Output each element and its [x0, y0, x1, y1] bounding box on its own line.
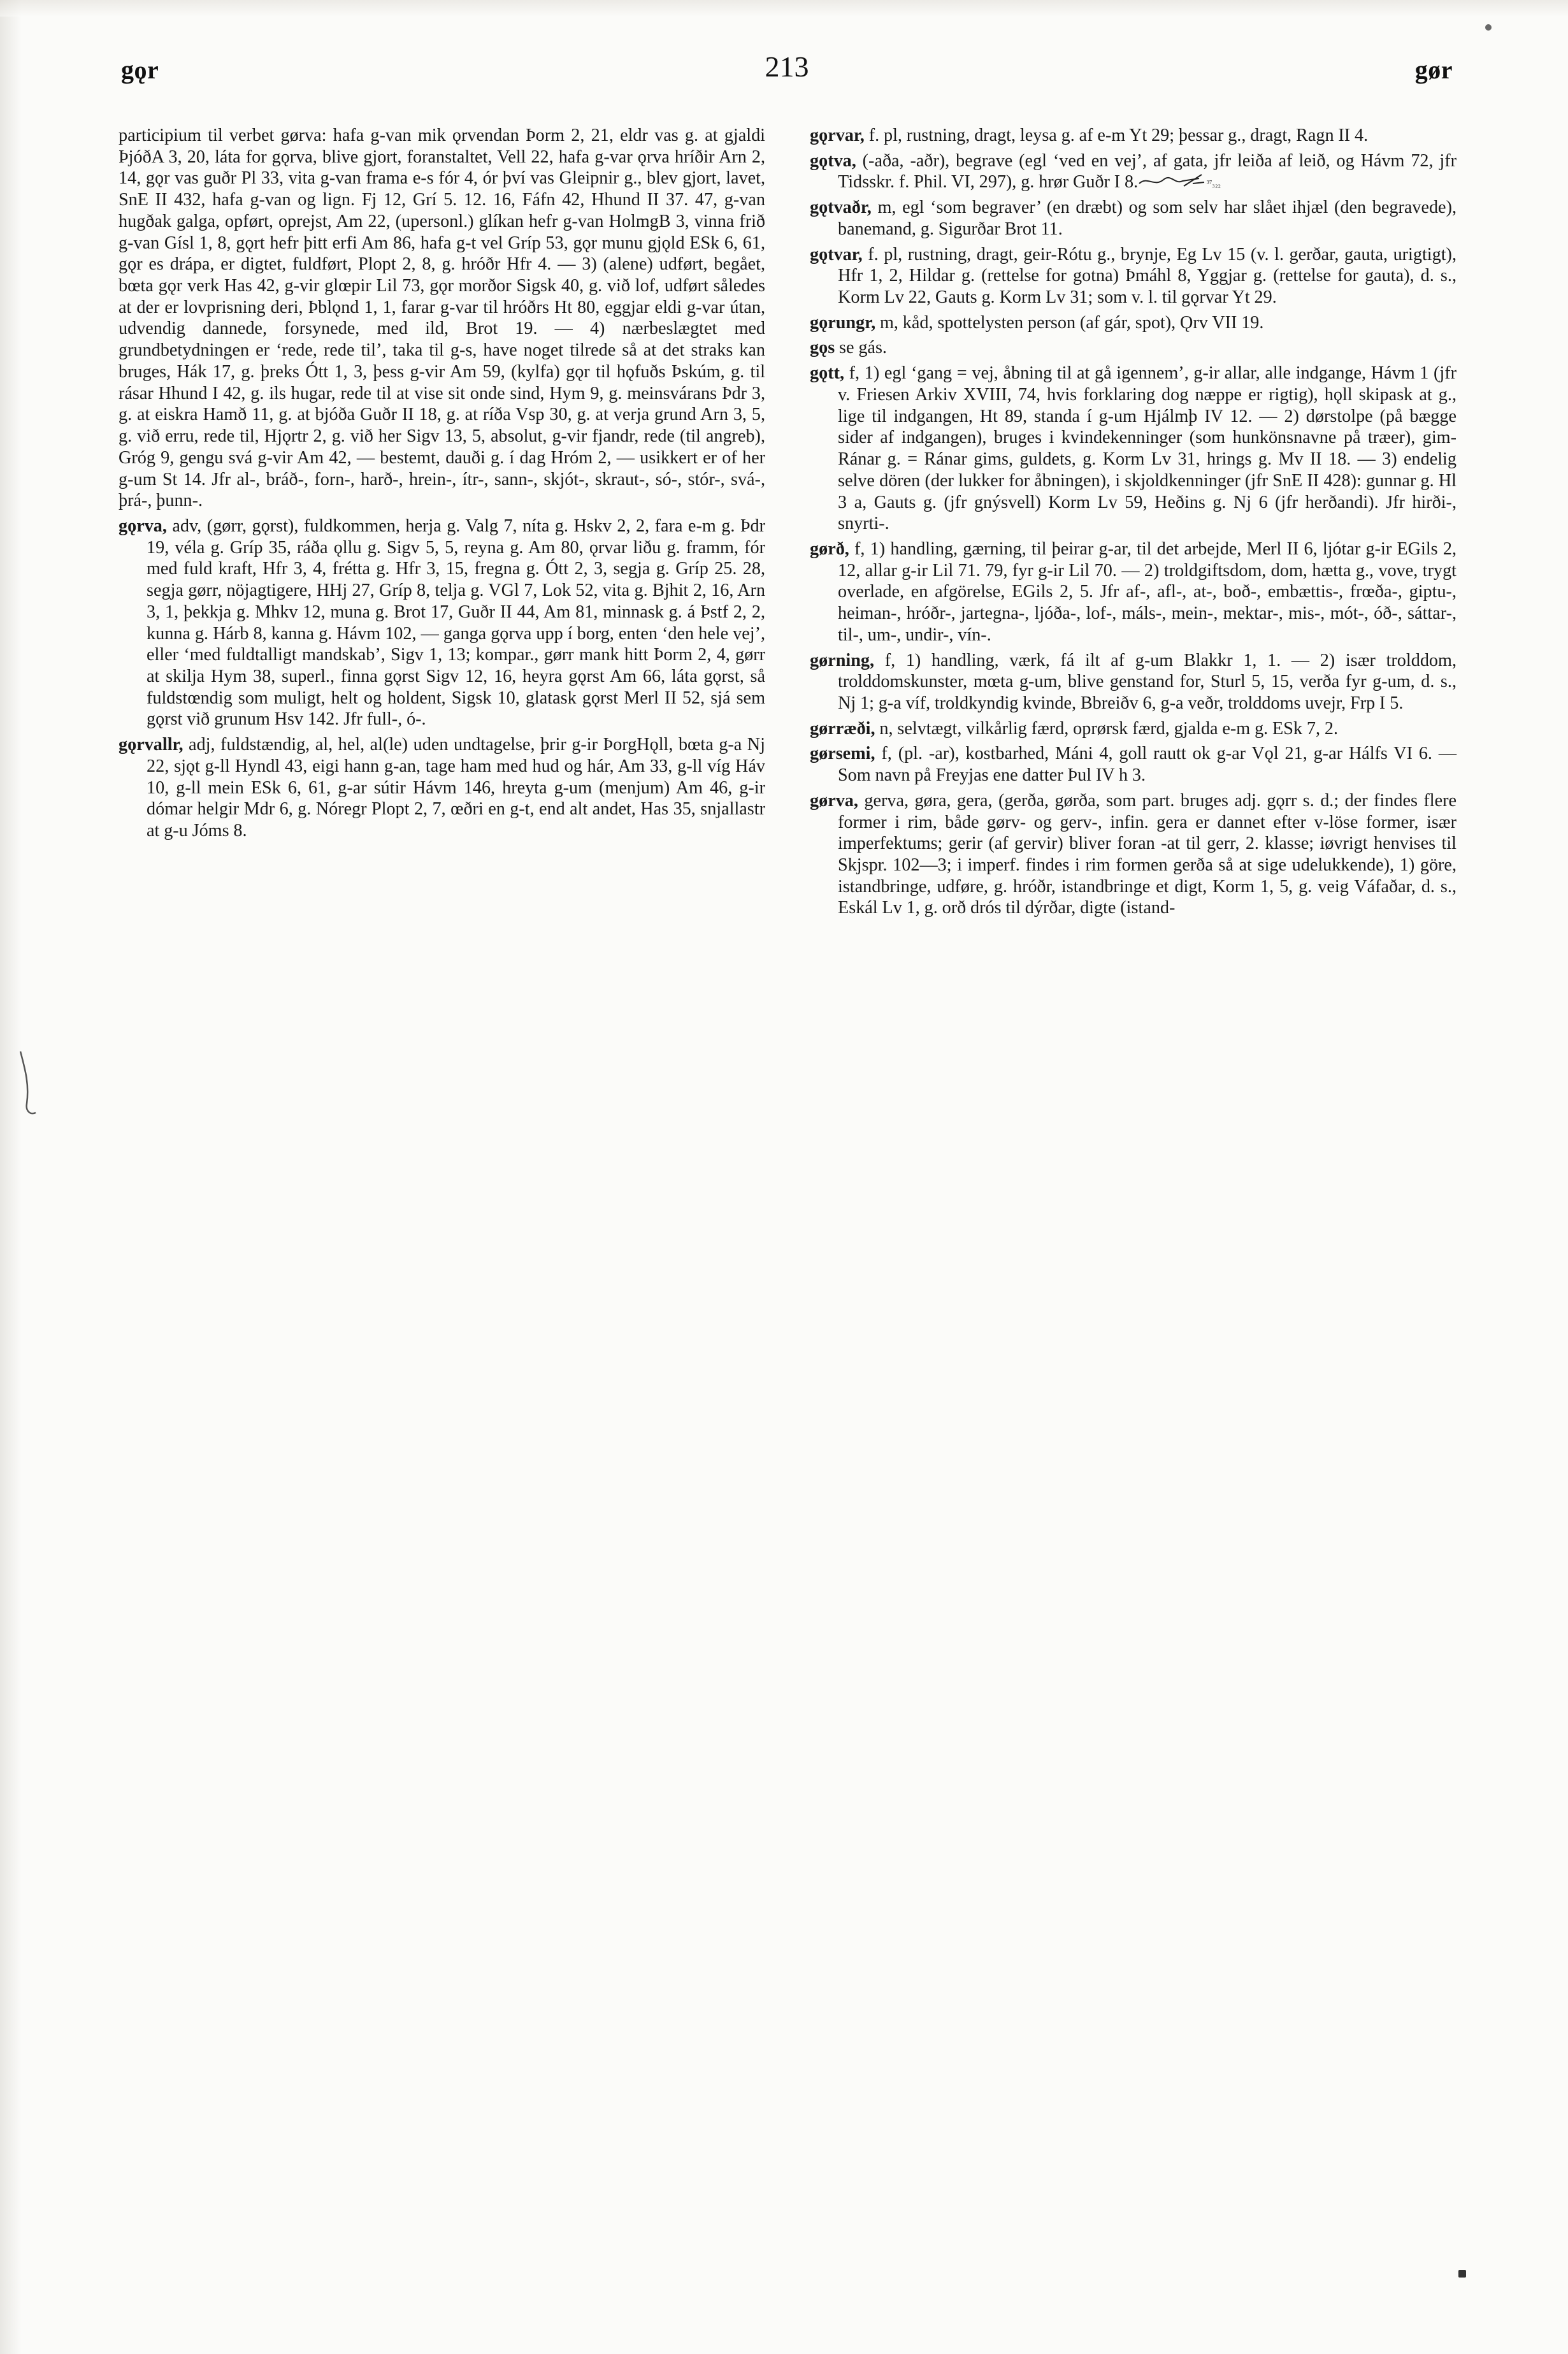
entry-gotva [810, 150, 1457, 193]
running-head-right: gør [1414, 55, 1453, 84]
headword: gǫrvar, [810, 126, 869, 145]
two-column-body [119, 125, 1457, 919]
entry-gorvallr [119, 734, 765, 842]
entry-gorraedi [810, 718, 1457, 740]
entry-gord [810, 538, 1457, 646]
scan-edge-left [0, 0, 22, 2354]
running-head-left: gǫr [121, 55, 159, 84]
entry-text: m, egl ‘som begraver’ (en dræbt) og som selv har slået ihjæl (den begravede), banemand, g. Sigurðar Brot 11. [838, 198, 1457, 239]
handwritten-annotation-icon [1138, 173, 1234, 189]
entry-text: adv, (gørr, gǫrst), fuldkommen, herja g. Valg 7, níta g. Hskv 2, 2, fara e-m g. Þdr 19, véla g. Gríp 35, ráða ǫllu g. Sigv 5, 5, reyna g. Am 80, ǫrvar liðu g. framm, fór med fuld kraft, Hfr 3, 4, frétta g. Hfr 3, 15, fregna g. Ótt 2, 3, segja g. Gríp 25. 28, segja gørr, nöjagtigere, HHj 27, Gríp 8, telja g. VGl 7, Lok 52, vita g. Bjhit 2, 16, Arn 3, 1, þekkja g. Mhkv 12, muna g. Brot 17, Guðr II 44, Am 81, minnask g. á Þstf 2, 2, kunna g. Hárb 8, kanna g. Hávm 102, — ganga gǫrva upp í borg, enten ‘den hele vej’, eller ‘med fuldtalligt mandskab’, Sigv 1, 13; kompar., gørr mank hitt Þorm 2, 4, gørr at skilja Hym 38, superl., finna gǫrst Sigv 12, 16, heyra gǫrst Am 66, láta gǫrst, så fuldstœndig som muligt, helt og holdent, Sigsk 10, glatask gǫrst Merl II 52, sjá sem gǫrst við grunum Hsv 142. Jfr full-, ó-. [147, 516, 766, 730]
left-column [119, 125, 765, 919]
right-column [810, 125, 1457, 919]
headword: gǫtvar, [810, 244, 868, 264]
entry-text: f, 1) handling, gærning, til þeirar g-ar, til det arbejde, Merl II 6, ljótar g-ir EGils 2, 12, allar g-ir Lil 71. 79, fyr g-ir Lil 70. — 2) troldgiftsdom, dom, hætta g., vove, trygt overlade, en afgörelse, EGils 2, 5. Jfr af-, afl-, at-, boð-, embættis-, frœða-, giptu-, heiman-, hróðr-, jartegna-, ljóða-, lof-, máls-, mein-, mektar-, mis-, mót-, óð-, sáttar-, til-, um-, undir-, vín-. [838, 538, 1457, 645]
margin-scribble-icon [17, 1045, 42, 1122]
entry-text: f. pl, rustning, dragt, geir-Rótu g., brynje, Eg Lv 15 (v. l. gerðar, gauta, urigtigt), Hfr 1, 2, Hildar g. (rettelse for gotna) Þmáhl 8, Yggjar g. (rettelse for gauta), d. s., Korm Lv 22, Gauts g. Korm Lv 31; som v. l. til gǫrvar Yt 29. [838, 244, 1457, 308]
entry-text: (-aða, -aðr), begrave (egl ‘ved en vej’, af gata, jfr leiða af leið, og Hávm 72, jfr Tidsskr. f. Phil. VI, 297), g. hrør Guðr I 8. [838, 150, 1457, 192]
entry-gorvar [810, 125, 1457, 147]
entry-text: f, (pl. -ar), kostbarhed, Máni 4, goll rautt ok g-ar Vǫl 21, g-ar Hálfs VI 6. — Som navn på Freyjas ene datter Þul IV h 3. [838, 744, 1457, 786]
headword: gǫrungr, [810, 312, 880, 333]
headword: gørð, [810, 538, 855, 559]
headword: gǫrvallr, [119, 735, 189, 755]
entry-gorva-verb [810, 790, 1457, 919]
entry-gorsemi [810, 743, 1457, 786]
entry-text: se gás. [839, 338, 887, 358]
headword: gørning, [810, 650, 885, 670]
page-header [121, 50, 1453, 94]
entry-gorva-adv [119, 516, 765, 730]
scan-edge-top [0, 0, 1568, 17]
headword: gǫtt, [810, 363, 849, 384]
entry-text: f, 1) handling, værk, fá ilt af g-um Blakkr 1, 1. — 2) især trolddom, trolddomskunster, mœta g-um, blive genstand for, Sturl 5, 15, verða fyr g-um, d. s., Nj 1; g-a víf, troldkyndig kvinde, Bbreiðv 6, g-a veðr, trolddoms uvejr, Frp I 5. [838, 650, 1457, 713]
entry-text: gerva, gøra, gera, (gerða, gørða, som part. bruges adj. gǫrr s. d.; der findes flere former i rim, både gørv- og gerv-, infin. gera er dannet efter v-löse former, især imperfektums; gerir (af gervir) bliver foran -at til gerr, 2. klasse; iøvrigt henvises til Skjspr. 102—3; i imperf. findes i rim formen gerða så at sige udelukkende), 1) göre, istandbringe, udføre, g. hróðr, istandbringe et digt, Korm 1, 5, g. veig Váfaðar, d. s., Eskál Lv 1, g. orð drós til dýrðar, digte (istand- [838, 790, 1457, 918]
headword: gørva, [810, 790, 865, 811]
headword: gǫs [810, 338, 840, 358]
entry-text: participium til verbet gørva: hafa g-van mik ǫrvendan Þorm 2, 21, eldr vas g. at gjaldi ÞjóðA 3, 20, láta for gǫrva, blive gjort, foranstaltet, Vell 22, hafa g-var ǫrva hríðir Arn 2, 14, gǫr vas guðr Pl 33, vita g-van frama e-s fór 4, ór því vas Gleipnir g., blev gjort, lavet, SnE II 432, hafa g-van og lign. Fj 12, Grí 5. 12. 16, Fáfn 42, Hhund II 37. 47, g-van hugðak galga, opført, oprejst, Am 22, (upersonl.) glíkan hefr g-van HolmgB 3, vinna frið g-van Gísl 1, 8, gǫrt hefr þitt erfi Am 86, hafa g-t vel Gríp 53, gǫr munu gjǫld ESk 6, 61, gǫr es drápa, er digtet, fuldført, Plopt 2, 8, g. hróðr Hfr 4. — 3) (alene) udført, begået, bœta gǫr verk Has 42, g-vir glœpir Lil 73, gǫr morðor Sigsk 40, g. við lof, udført således at der er lovprisning deri, Þblǫnd 1, 1, farar g-var til hróðrs Ht 80, eggjar eldi g-var útan, udvendig dannede, forsynede, med ild, Brot 19. — 4) nærbeslægtet med grundbetydningen er ‘rede, rede til’, taka til g-s, have noget tilrede så at det straks kan bruges, Hák 17, g. þreks Ótt 1, 3, þess g-vir Am 59, (kylfa) gǫr til hǫfuðs Þskúm, g. til rásar Hhund I 42, g. ils hugar, rede til at vise sit onde sind, Hym 9, g. meinsvárans Þdr 3, g. at eiskra Hamð 11, g. at bjóða Guðr II 18, g. at ríða Vsp 30, g. at verja grund Arn 3, 5, g. við erru, rede til, Hjǫrtr 2, g. við her Sigv 13, 5, absolut, g-vir fjandr, rede (til angreb), Gróg 9, gengu svá g-vir Am 42, — bestemt, dauði g. í dag Hróm 2, — usikkert er of her g-um St 14. Jfr al-, bráð-, forn-, harð-, hrein-, ítr-, sann-, skjót-, skraut-, só-, stór-, svá-, þrá-, þunn-. [119, 126, 765, 511]
scan-speck-top-right [1485, 24, 1492, 31]
entry-text: n, selvtægt, vilkårlig færd, oprørsk færd, gjalda e-m g. ESk 7, 2. [879, 718, 1339, 739]
entry-gorning [810, 650, 1457, 714]
headword: gǫtva, [810, 150, 863, 171]
entry-gotvadr [810, 197, 1457, 240]
headword: gørræði, [810, 718, 880, 739]
entry-gorungr [810, 312, 1457, 334]
entry-text: f. pl, rustning, dragt, leysa g. af e-m Yt 29; þessar g., dragt, Ragn II 4. [868, 126, 1369, 145]
headword: gǫrva, [119, 516, 173, 536]
entry-gotvar [810, 244, 1457, 308]
entry-text: m, kåd, spottelysten person (af gár, spot), Ǫrv VII 19. [879, 312, 1264, 333]
entry-gos [810, 337, 1457, 359]
entry-gott [810, 363, 1457, 535]
entry-gorva-participle [119, 125, 765, 512]
entry-text: f, 1) egl ‘gang = vej, åbning til at gå igennem’, g-ir allar, alle indgange, Hávm 1 (jfr v. Friesen Arkiv XVIII, 74, hvis forklaring dog næppe er rigtig), hǫll skipask at g., lige til indgangen, Ht 89, standa í g-um Hjálmþ IV 12. — 2) dørstolpe (på bægge sider af indgangen), bruges i kvindekenninger (som hunkönsnavne på træer), gim-Ránar g. = Ránar gims, guldets, g. Korm Lv 31, hrings g. Mv II 18. — 3) endelig selve dören (der lukker for åbningen), i skjoldkenninger (jfr SnE II 428): gunnar g. Hl 3 a, Gauts g. (jfr gnýsvell) Korm Lv 59, Heðins g. Nj 6 (jfr herðandi). Jfr hirði-, snyrti-. [838, 363, 1457, 534]
headword: gǫtvaðr, [810, 198, 878, 218]
headword: gørsemi, [810, 744, 882, 764]
page-number: 213 [765, 50, 809, 83]
entry-text: adj, fuldstændig, al, hel, al(le) uden undtagelse, þrir g-ir ÞorgHǫll, bœta g-a Nj 22, sjǫt g-ll Hyndl 43, eigi hann g-an, tage ham med hud og hár, Am 33, g-ll víg Háv 10, g-ll mein ESk 6, 61, g-ar sútir Hávm 146, hreyta g-um (menjum) Am 46, g-ir dómar helgir Mdr 6, g. Nóregr Plopt 2, 7, œðri en g-t, end alt andet, Has 35, snjallastr at g-u Jóms 8. [147, 735, 765, 841]
scan-speck-bottom [1458, 2270, 1466, 2278]
svg-text:³⁷₃₂₂: ³⁷₃₂₂ [1207, 178, 1221, 189]
